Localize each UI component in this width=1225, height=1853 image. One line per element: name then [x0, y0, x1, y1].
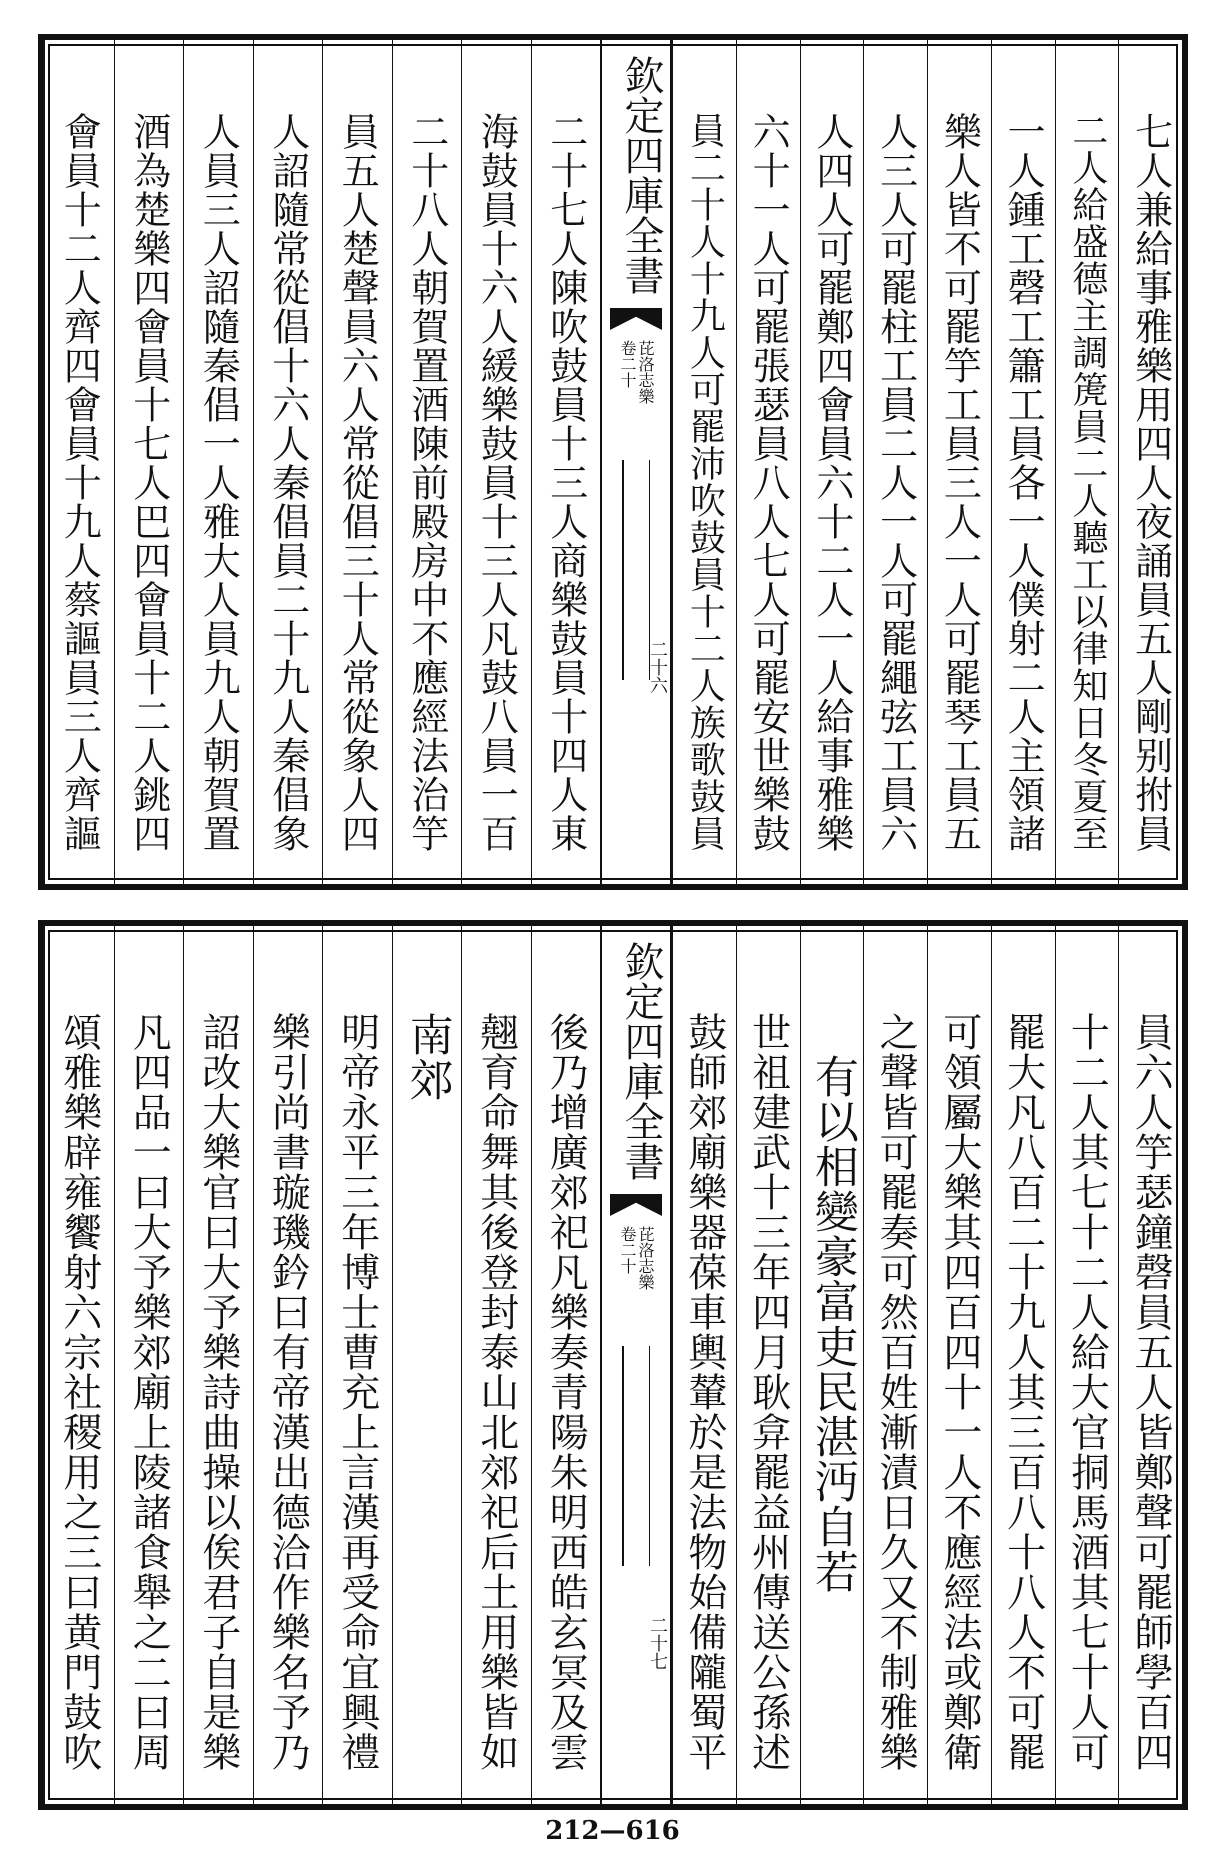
- text-column: [991, 40, 1055, 884]
- column-text: 頌雅樂辟雍饗射六宗社稷用之三曰黄門鼓吹: [56, 1012, 102, 1772]
- text-column: [322, 926, 392, 1804]
- text-column: [736, 40, 800, 884]
- column-text: 一人鍾工磬工簫工員各一人僕射二人主領諸: [1001, 112, 1046, 853]
- column-text: 南郊: [401, 1012, 453, 1102]
- text-column: [672, 926, 736, 1804]
- column-text: 人四人可罷鄭四會員六十二人一人給事雅樂: [809, 112, 854, 853]
- text-column: [253, 40, 323, 884]
- text-column: [1118, 926, 1182, 1804]
- text-column: [392, 40, 462, 884]
- column-text: 詔改大樂官曰大予樂詩曲操以俟君子自是樂: [195, 1012, 241, 1772]
- text-column: [114, 40, 184, 884]
- page-number: 二十七: [647, 1616, 668, 1670]
- column-text: 酒為楚樂四會員十七人巴四會員十二人銚四: [126, 112, 171, 853]
- page-number: 二十六: [647, 640, 668, 694]
- gutter-line: [649, 1346, 651, 1566]
- column-text: 員二十人十九人可罷沛吹鼓員十二人族歌鼓員: [684, 112, 726, 852]
- column-text: 明帝永平三年博士曹充上言漢再受命宜興禮: [334, 1012, 380, 1772]
- text-column: [44, 40, 114, 884]
- book-title: 芘洛志樂: [636, 340, 655, 404]
- text-column: [991, 926, 1055, 1804]
- column-text: 凡四品一曰大予樂郊廟上陵諸食舉之二曰周: [126, 1012, 172, 1772]
- text-column: [531, 40, 601, 884]
- text-column: [800, 926, 864, 1804]
- fish-tail-ornament: [610, 308, 662, 330]
- column-text: 二十七人陳吹鼓員十三人商樂鼓員十四人東: [543, 112, 588, 853]
- juan-label: 卷二十: [618, 1226, 637, 1274]
- library-title: 欽定四庫全書: [618, 941, 664, 1181]
- text-column: [1055, 40, 1119, 884]
- column-text: 後乃增廣郊祀凡樂奏青陽朱明西皓玄冥及雲: [543, 1012, 589, 1772]
- column-text: 員五人楚聲員六人常從倡三十人常從象人四: [335, 112, 380, 853]
- column-text: 人詔隨常從倡十六人秦倡員二十九人秦倡象: [265, 112, 310, 853]
- column-text: 世祖建武十三年四月耿弇罷益州傳送公孫述: [745, 1012, 791, 1772]
- fish-tail-ornament: [610, 1194, 662, 1216]
- column-text: 員六人竽瑟鐘磬員五人皆鄭聲可罷師學百四: [1128, 1012, 1174, 1772]
- text-column: [927, 40, 991, 884]
- text-column: [1118, 40, 1182, 884]
- book-title: 芘洛志樂: [636, 1226, 655, 1290]
- column-text: 二十八人朝賀置酒陳前殿房中不應經法治竽: [404, 112, 449, 853]
- text-column: [531, 926, 601, 1804]
- text-column: [461, 926, 531, 1804]
- column-text: 七人兼給事雅樂用四人夜誦員五人剛别拊員: [1128, 112, 1173, 853]
- column-text: 海鼓員十六人緩樂鼓員十三人凡鼓八員一百: [474, 112, 519, 853]
- center-gutter-top: [600, 40, 672, 884]
- text-column: [927, 926, 991, 1804]
- column-text: 鼓師郊廟樂器葆車輿輦於是法物始備隴蜀平: [681, 1012, 727, 1772]
- text-column: [672, 40, 736, 884]
- column-text: 二人給盛德主調箎員二人聽工以律知日冬夏至: [1066, 112, 1108, 852]
- text-column: [44, 926, 114, 1804]
- page-code: 212—616: [545, 1816, 680, 1846]
- page-panel-bottom: [38, 920, 1188, 1810]
- text-column: [322, 40, 392, 884]
- page-panel-top: [38, 34, 1188, 890]
- column-text: 樂引尚書璇璣鈐曰有帝漢出德洽作樂名予乃: [265, 1012, 311, 1772]
- column-text: 人員三人詔隨秦倡一人雅大人員九人朝賀置: [196, 112, 241, 853]
- text-column: [183, 926, 253, 1804]
- column-text: 罷大凡八百二十九人其三百八十八人不可罷: [1000, 1012, 1046, 1772]
- text-column: [863, 926, 927, 1804]
- text-column: [1055, 926, 1119, 1804]
- text-column: [461, 40, 531, 884]
- text-column: [253, 926, 323, 1804]
- column-text: 之聲皆可罷奏可然百姓漸漬日久又不制雅樂: [873, 1012, 919, 1772]
- center-gutter-bottom: [600, 926, 672, 1804]
- text-column: [736, 926, 800, 1804]
- gutter-line: [622, 1346, 624, 1566]
- column-text: 翹育命舞其後登封泰山北郊祀后土用樂皆如: [473, 1012, 519, 1772]
- column-text: 十二人其七十二人給大官挏馬酒其七十人可: [1064, 1012, 1110, 1772]
- column-text: 有以相變豪富吏民湛沔自若: [806, 1054, 858, 1594]
- text-column: [392, 926, 462, 1804]
- column-text: 會員十二人齊四會員十九人蔡謳員三人齊謳: [57, 112, 102, 853]
- text-column: [863, 40, 927, 884]
- text-column: [800, 40, 864, 884]
- column-text: 可領屬大樂其四百四十一人不應經法或鄭衛: [936, 1012, 982, 1772]
- column-text: 六十一人可罷張瑟員八人七人可罷安世樂鼓: [746, 112, 791, 853]
- juan-label: 卷二十: [618, 340, 637, 388]
- column-text: 人三人可罷柱工員二人一人可罷繩弦工員六: [873, 112, 918, 853]
- text-column: [183, 40, 253, 884]
- column-text: 樂人皆不可罷竽工員三人一人可罷琴工員五: [937, 112, 982, 853]
- library-title: 欽定四庫全書: [618, 55, 664, 295]
- text-column: [114, 926, 184, 1804]
